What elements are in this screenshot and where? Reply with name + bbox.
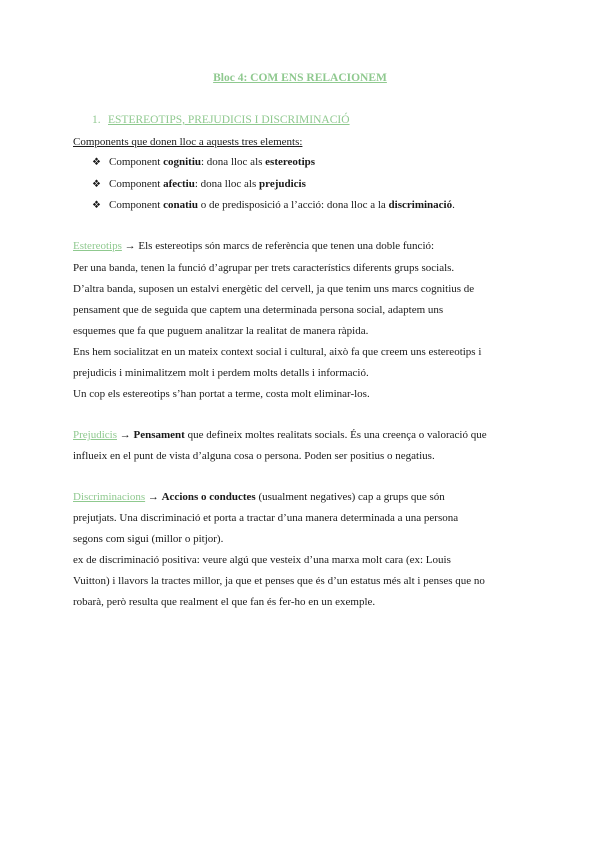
discriminacions-term: Discriminacions [73, 491, 146, 503]
bullet-bold: afectiu [163, 178, 195, 190]
paragraph-line: D’altra banda, suposen un estalvi energètic del cervell, ja que tenim uns marcs cognitius de [73, 283, 475, 295]
bullet-text: Component [109, 199, 164, 211]
diamond-bullet-icon: ❖ [92, 200, 101, 211]
prejudicis-line [73, 429, 487, 441]
paragraph-line: prejudicis i minimalitzem molt i perdem molts detalls i informació. [73, 367, 369, 379]
estereotips-line [73, 240, 434, 252]
section-heading [92, 114, 350, 126]
components-intro: Components que donen lloc a aquests tres elements: [73, 136, 303, 148]
diamond-bullet-icon: ❖ [92, 157, 101, 168]
paragraph-line: Un cop els estereotips s’han portat a terme, costa molt eliminar-los. [73, 388, 370, 400]
estereotips-term: Estereotips [73, 240, 122, 252]
section-title: ESTEREOTIPS, PREJUDICIS I DISCRIMINACIÓ [108, 114, 350, 126]
paragraph-line: robarà, però resulta que realment el que fan és fer-ho en un exemple. [73, 596, 376, 608]
paragraph-line: Per una banda, tenen la funció d’agrupar per trets característics diferents grups socials. [73, 262, 455, 274]
paragraph-line: influeix en el punt de vista d’alguna cosa o persona. Poden ser positius o negatius. [73, 450, 435, 462]
diamond-bullet-icon: ❖ [92, 179, 101, 190]
bullet-text: Component [109, 178, 164, 190]
bold-text: Pensament [133, 429, 185, 441]
bullet-bold: prejudicis [259, 178, 306, 190]
bullet-bold: conatiu [163, 199, 198, 211]
bullet-item [92, 156, 315, 168]
prejudicis-term: Prejudicis [73, 429, 117, 441]
section-number: 1. [92, 114, 101, 126]
bullet-item [92, 199, 455, 211]
arrow-text: → [117, 429, 134, 441]
discriminacions-line [73, 491, 445, 503]
paragraph-line: Vuitton) i llavors la tractes millor, ja que et penses que és d’un estatus més alt i penses que no [73, 575, 485, 587]
paragraph-text: (usualment negatives) cap a grups que són [255, 491, 445, 503]
bullet-text: : dona lloc als [194, 178, 260, 190]
bold-text: Accions o conductes [161, 491, 256, 503]
bullet-bold: cognitiu [163, 156, 201, 168]
paragraph-line: Ens hem socialitzat en un mateix context social i cultural, això fa que creem uns estereotips i [73, 346, 482, 358]
bullet-bold: estereotips [265, 156, 316, 168]
document-title: Bloc 4: COM ENS RELACIONEM [213, 72, 387, 84]
paragraph-line: prejutjats. Una discriminació et porta a tractar d’una manera determinada a una persona [73, 512, 459, 524]
paragraph-line: pensament que de seguida que captem una determinada persona social, adaptem uns [73, 304, 444, 316]
bullet-text: o de predisposició a l’acció: dona lloc a la [197, 199, 389, 211]
arrow-text: → [145, 491, 162, 503]
paragraph-text: que defineix moltes realitats socials. És una creença o valoració que [184, 429, 487, 441]
paragraph-line: segons com sigui (millor o pitjor). [73, 533, 224, 545]
bullet-text: : dona lloc als [201, 156, 266, 168]
paragraph-text: → Els estereotips són marcs de referència que tenen una doble funció: [121, 240, 435, 252]
paragraph-line: ex de discriminació positiva: veure algú que vesteix d’una marxa molt cara (ex: Louis [73, 554, 451, 566]
paragraph-line: esquemes que fa que puguem analitzar la realitat de manera ràpida. [73, 325, 369, 337]
bullet-text: . [452, 199, 455, 211]
bullet-bold: discriminació [388, 199, 453, 211]
bullet-text: Component [109, 156, 164, 168]
bullet-item [92, 178, 306, 190]
